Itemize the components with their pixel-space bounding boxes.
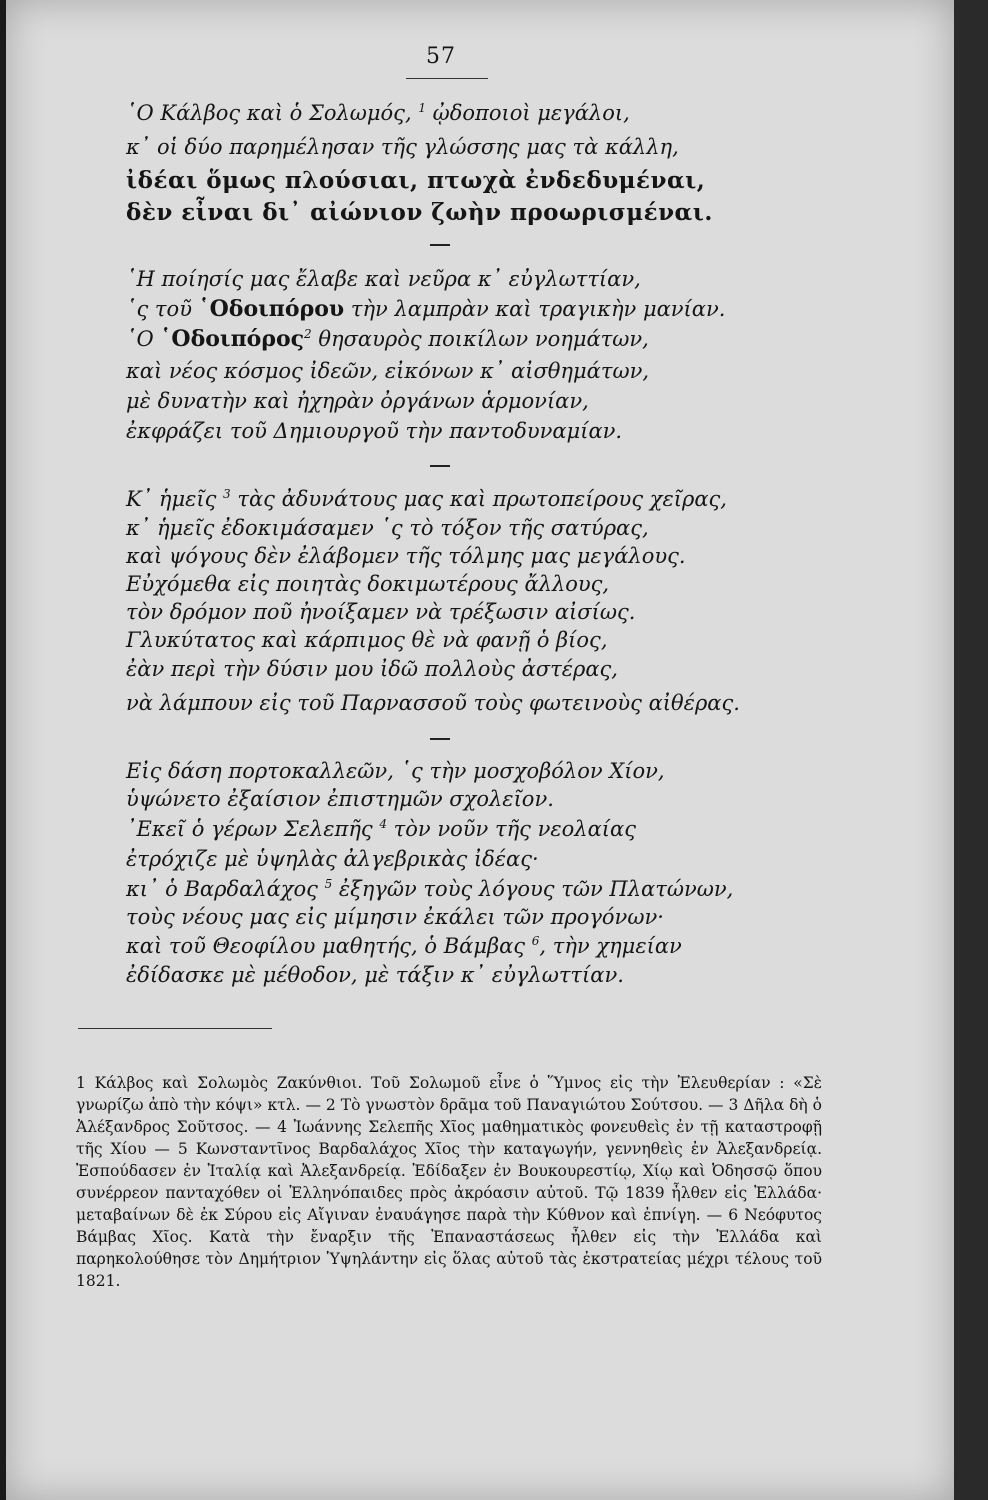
stanza-separator — [430, 244, 450, 246]
verse-line: ἐὰν περὶ τὴν δύσιν μου ἰδῶ πολλοὺς ἀστέρας, — [126, 657, 618, 681]
stanza-separator — [430, 738, 450, 740]
verse-line: ἐτρόχιζε μὲ ὑψηλὰς ἀλγεβρικὰς ἰδέας· — [126, 847, 539, 871]
verse-line: νὰ λάμπουν εἰς τοῦ Παρνασσοῦ τοὺς φωτεινοὺς αἰθέρας. — [126, 691, 740, 715]
verse-line: καὶ τοῦ Θεοφίλου μαθητής, ὁ Βάμβας $^6$, τὴν χημείαν — [126, 934, 682, 958]
verse-line: τοὺς νέους μας εἰς μίμησιν ἐκάλει τῶν προγόνων· — [126, 905, 664, 929]
verse-line: καὶ ψόγους δὲν ἐλάβομεν τῆς τόλμης μας μεγάλους. — [126, 544, 686, 568]
verse-line: κι᾿ ὁ Βαρδαλάχος $^5$ ἐξηγῶν τοὺς λόγους τῶν Πλατώνων, — [126, 877, 734, 901]
verse-line: ῾Ο ῾Οδοιπόρος$^2$ θησαυρὸς ποικίλων νοημάτων, — [126, 326, 649, 352]
verse-line: ἐκφράζει τοῦ Δημιουργοῦ τὴν παντοδυναμίαν. — [126, 419, 623, 443]
verse-line-bold: ἰδέαι ὅμως πλούσιαι, πτωχὰ ἐνδεδυμέναι, — [126, 167, 706, 194]
page-number-rule — [406, 78, 488, 79]
verse-line: τὸν δρόμον ποῦ ἠνοίξαμεν νὰ τρέξωσιν αἰσίως. — [126, 600, 636, 624]
verse-line: Γλυκύτατος καὶ κάρπιμος θὲ νὰ φανῇ ὁ βίος, — [126, 628, 608, 652]
book-page — [6, 0, 954, 1500]
page-number: 57 — [426, 44, 456, 69]
verse-line: ῾Ο Κάλβος καὶ ὁ Σολωμός, $^1$ ᾠδοποιοὶ μεγάλοι, — [126, 101, 630, 125]
footnotes: 1 Κάλβος καὶ Σολωμὸς Ζακύνθιοι. Τοῦ Σολωμοῦ εἶνε ὁ Ὕμνος εἰς τὴν Ἐλευθερίαν : «Σὲ γνωρίζω ἀπὸ τὴν κόψι» κτλ. — 2 Τὸ γνωστὸν δρᾶμα τοῦ Παναγιώτου Σούτσου. — 3 Δῆλα δὴ ὁ Ἀλέξανδρος Σοῦτσος. — 4 Ἰωάννης Σελεπῆς Χῖος μαθηματικὸς φονευθεὶς ἐν τῇ καταστροφῇ τῆς Χίου — 5 Κωνσταντῖνος Βαρδαλάχος Χῖος τὴν καταγωγήν, γεννηθεὶς ἐν Ἀλεξανδρείᾳ. Ἐσπούδασεν ἐν Ἰταλίᾳ καὶ Ἀλεξανδρείᾳ. Ἐδίδαξεν ἐν Βουκουρεστίῳ, Χίῳ καὶ Ὀδησσῷ ὅπου συνέρρεον πανταχόθεν οἱ Ἑλληνόπαιδες πρὸς ἀκρόασιν αὐτοῦ. Τῷ 1839 ἦλθεν εἰς Ἑλλάδα· μεταβαίνων δὲ ἐκ Σύρου εἰς Αἴγιναν ἐναυάγησε παρὰ τὴν Κύθνον καὶ ἐπνίγη. — 6 Νεόφυτος Βάμβας Χῖος. Κατὰ τὴν ἔναρξιν τῆς Ἐπαναστάσεως ἦλθεν εἰς τὴν Ἑλλάδα καὶ παρηκολούθησε τὸν Δημήτριον Ὑψηλάντην εἰς ὅλας αὐτοῦ τὰς ἐκστρατείας μέχρι τέλους τοῦ 1821. — [76, 1074, 822, 1290]
footnote-rule — [78, 1028, 272, 1029]
verse-line: μὲ δυνατὴν καὶ ἠχηρὰν ὀργάνων ἁρμονίαν, — [126, 389, 589, 413]
verse-line: κ᾿ ἡμεῖς ἐδοκιμάσαμεν ῾ς τὸ τόξον τῆς σατύρας, — [126, 516, 649, 540]
verse-line: ἐδίδασκε μὲ μέθοδον, μὲ τάξιν κ᾿ εὐγλωττίαν. — [126, 963, 624, 987]
verse-line: ῾ς τοῦ ῾Οδοιπόρου τὴν λαμπρὰν καὶ τραγικὴν μανίαν. — [126, 296, 726, 322]
verse-line: καὶ νέος κόσμος ἰδεῶν, εἰκόνων κ᾿ αἰσθημάτων, — [126, 359, 650, 383]
scan-edge — [954, 0, 988, 1500]
verse-line: Κ᾿ ἡμεῖς $^3$ τὰς ἀδυνάτους μας καὶ πρωτοπείρους χεῖρας, — [126, 487, 727, 511]
verse-line-bold: δὲν εἶναι δι᾿ αἰώνιον ζωὴν προωρισμέναι. — [126, 199, 713, 226]
verse-line: ῾Η ποίησίς μας ἔλαβε καὶ νεῦρα κ᾿ εὐγλωττίαν, — [126, 267, 641, 291]
verse-line: Εἰς δάση πορτοκαλλεῶν, ῾ς τὴν μοσχοβόλον Χίον, — [126, 759, 665, 783]
verse-line: ᾿Εκεῖ ὁ γέρων Σελεπῆς $^4$ τὸν νοῦν τῆς νεολαίας — [126, 817, 636, 841]
verse-line: κ᾿ οἱ δύο παρημέλησαν τῆς γλώσσης μας τὰ κάλλη, — [126, 135, 679, 159]
verse-line: ὑψώνετο ἐξαίσιον ἐπιστημῶν σχολεῖον. — [126, 787, 554, 811]
verse-line: Εὐχόμεθα εἰς ποιητὰς δοκιμωτέρους ἄλλους, — [126, 572, 610, 596]
stanza-separator — [430, 465, 450, 467]
